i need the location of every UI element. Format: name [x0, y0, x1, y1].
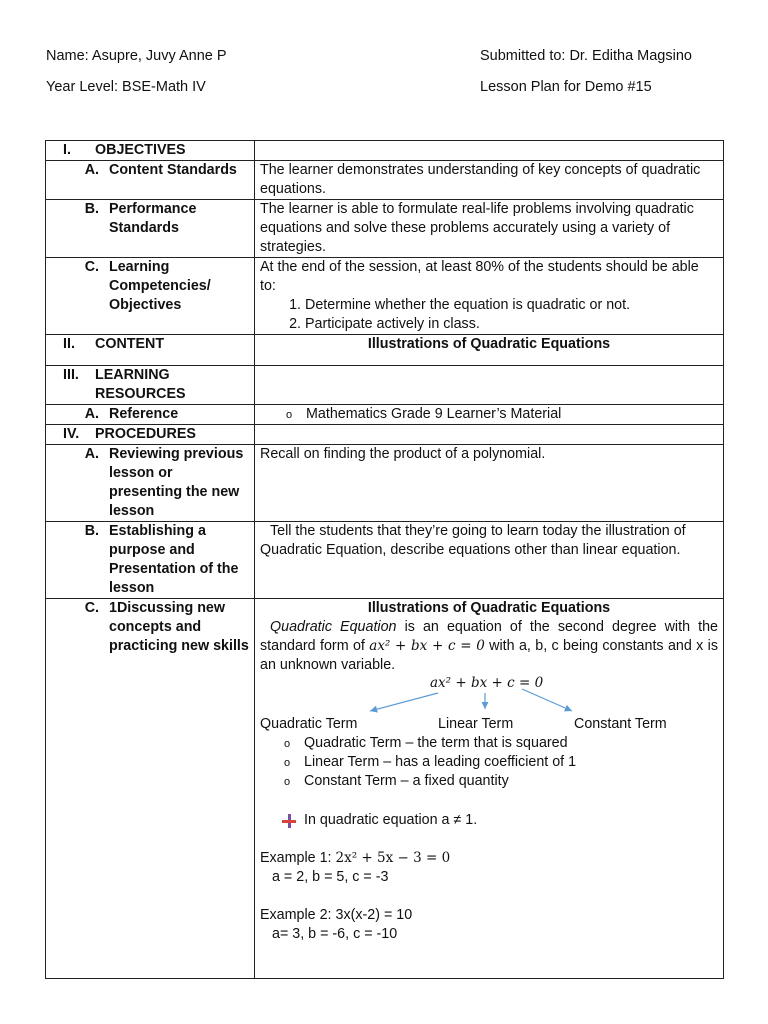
item-letter: A. — [84, 406, 99, 422]
definition-text-2: with a, b, c being constants and x is an unknown variable. — [260, 638, 719, 673]
performance-standards-text: The learner is able to formulate real-life problems involving quadratic equations and solve these problems accurately using a variety of strategies. — [255, 200, 724, 258]
item-letter: A. — [84, 162, 99, 178]
objective-item: 1. Determine whether the equation is quadratic or not. — [305, 296, 718, 315]
standard-form: ax² + bx + c = 0 — [369, 638, 485, 654]
definition-text: is an equation of the second degree with the standard form of — [260, 619, 718, 654]
item-label: Learning Competencies/ Objectives — [109, 259, 211, 313]
reference-item: o Mathematics Grade 9 Learner’s Material — [306, 405, 718, 424]
term-quadratic: Quadratic Term — [260, 716, 358, 732]
row-learning-resources — [46, 366, 724, 405]
section-label: OBJECTIVES — [95, 142, 186, 158]
section-label: LEARNING RESOURCES — [95, 367, 186, 402]
term-definition: o Quadratic Term – the term that is squared — [304, 734, 718, 753]
item-label: Reference — [109, 406, 179, 422]
definition-term: Quadratic Equation — [270, 619, 397, 635]
objective-item: 2. Participate actively in class. — [305, 315, 718, 334]
diagram-equation: ax² + bx + c = 0 — [430, 675, 544, 691]
submitted-to: Submitted to: Dr. Editha Magsino — [480, 48, 692, 64]
content-standards-text: The learner demonstrates understanding of key concepts of quadratic equations. — [255, 161, 724, 200]
row-objectives — [46, 141, 724, 161]
example-1-values: a = 2, b = 5, c = -3 — [272, 869, 389, 885]
item-letter: C. — [84, 600, 99, 616]
example-2-values: a= 3, b = -6, c = -10 — [272, 926, 398, 942]
row-content — [46, 335, 724, 366]
section-number: IV. — [63, 426, 80, 442]
objectives-list — [260, 296, 718, 334]
row-performance-standards — [46, 200, 724, 258]
item-letter: B. — [84, 201, 99, 217]
section-number: II. — [63, 336, 75, 352]
term-definitions — [260, 734, 718, 791]
example-1-label: Example 1: — [260, 850, 336, 866]
item-letter: A. — [84, 446, 99, 462]
item-label: 1Discussing new concepts and practicing new skills — [109, 600, 249, 654]
row-content-standards — [46, 161, 724, 200]
example-2-label: Example 2: 3x(x-2) = 10 — [260, 907, 413, 923]
arrow-constant — [522, 689, 572, 711]
student-name: Name: Asupre, Juvy Anne P — [46, 48, 227, 64]
section-label: PROCEDURES — [95, 426, 196, 442]
lesson-plan-title: Lesson Plan for Demo #15 — [480, 79, 652, 95]
example-1 — [260, 849, 718, 868]
year-level: Year Level: BSE-Math IV — [46, 79, 206, 95]
row-reviewing — [46, 445, 724, 522]
item-label: Performance Standards — [109, 201, 197, 236]
terms-row — [260, 715, 718, 734]
item-letter: C. — [84, 259, 99, 275]
section-label: CONTENT — [95, 336, 165, 352]
row-discussing — [46, 599, 724, 979]
row-learning-competencies — [46, 258, 724, 335]
item-letter: B. — [84, 523, 99, 539]
definition-paragraph — [260, 618, 718, 675]
section-number: I. — [63, 142, 71, 158]
example-1-equation: 2x² + 5x − 3 = 0 — [335, 850, 451, 866]
competencies-intro: At the end of the session, at least 80% of the students should be able to: — [260, 259, 699, 294]
arrow-quadratic — [370, 693, 438, 711]
term-definition: o Linear Term – has a leading coefficient of 1 — [304, 753, 718, 772]
establishing-text: Tell the students that they’re going to learn today the illustration of Quadratic Equation, describe equations other than linear equation. — [255, 522, 724, 599]
diagram-arrows — [260, 675, 720, 715]
item-label: Establishing a purpose and Presentation of the lesson — [109, 523, 239, 596]
reviewing-text: Recall on finding the product of a polynomial. — [255, 445, 724, 522]
content-title: Illustrations of Quadratic Equations — [255, 335, 724, 366]
lesson-plan-table — [45, 140, 724, 979]
term-linear: Linear Term — [438, 716, 514, 732]
note-text: In quadratic equation a ≠ 1. — [304, 812, 478, 828]
term-constant: Constant Term — [574, 716, 667, 732]
section-number: III. — [63, 367, 79, 383]
item-label: Content Standards — [109, 162, 237, 178]
plus-bullet-icon — [282, 814, 296, 828]
item-label: Reviewing previous lesson or presenting the new lesson — [109, 446, 244, 519]
row-reference — [46, 405, 724, 425]
row-establishing — [46, 522, 724, 599]
terms-diagram — [260, 675, 718, 715]
discussion-title: Illustrations of Quadratic Equations — [367, 600, 611, 616]
term-definition: o Constant Term – a fixed quantity — [304, 772, 718, 791]
note-line — [260, 811, 718, 830]
row-procedures — [46, 425, 724, 445]
